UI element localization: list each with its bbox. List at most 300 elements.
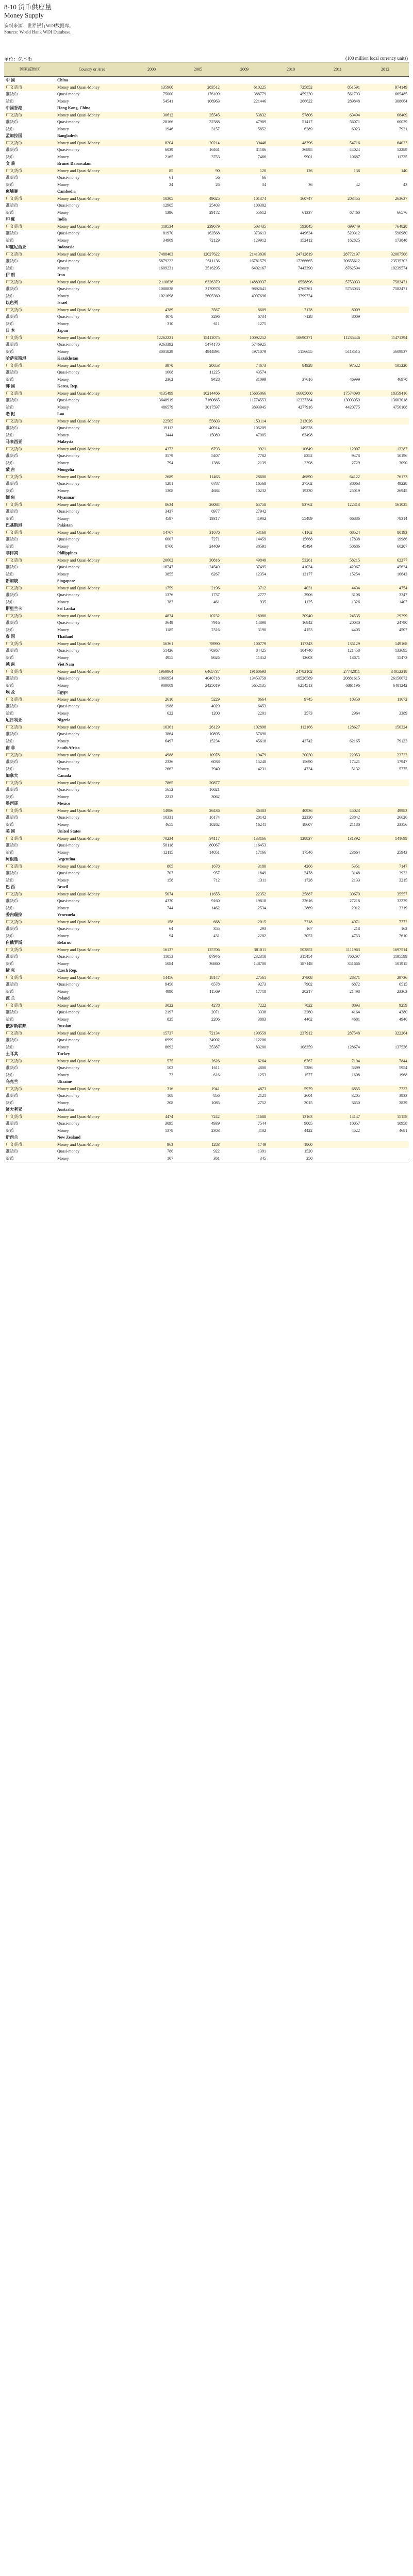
value-cell: 4522: [352, 1128, 360, 1133]
value-cell: 1275: [258, 321, 266, 326]
empty-cell: [175, 661, 221, 668]
indicator-label-en: Money: [57, 766, 69, 771]
value-cell: 2110636: [128, 279, 175, 286]
empty-cell: [361, 299, 409, 307]
value-cell: 60207: [397, 544, 407, 549]
value-cell: 29299: [361, 613, 409, 620]
country-name-en: Thailand: [57, 634, 74, 639]
empty-cell: [221, 939, 268, 946]
value-cell: 78990: [175, 640, 221, 648]
value-cell: 14890: [256, 620, 266, 625]
country-row: [4, 188, 409, 195]
value-cell: 15248: [256, 759, 266, 765]
country-name-en: Korea, Rep.: [57, 384, 78, 389]
table-row: [4, 230, 409, 237]
value-cell: 11463: [175, 473, 221, 481]
indicator-label-en: Money and Quasi-Money: [56, 1086, 128, 1093]
value-cell: 5979: [268, 1086, 314, 1093]
value-cell: 1968: [399, 1072, 407, 1077]
value-cell: 760297: [348, 954, 360, 959]
value-cell: 283512: [175, 84, 221, 91]
value-cell: 112206: [254, 1038, 266, 1043]
value-cell: 18147: [175, 974, 221, 981]
value-cell: 4389: [128, 307, 175, 314]
value-cell: 20217: [302, 989, 312, 994]
value-cell: 4971: [314, 919, 361, 926]
empty-cell: [128, 466, 175, 473]
empty-cell: [128, 383, 175, 390]
value-cell: 361: [175, 1155, 221, 1162]
indicator-label-cn: 准货币: [6, 481, 18, 486]
table-row: [4, 390, 409, 397]
value-cell: 26945: [397, 488, 407, 493]
value-cell: 18080: [221, 613, 268, 620]
value-cell: 20653: [175, 362, 221, 369]
country-row: [4, 856, 409, 863]
value-cell: 36860: [209, 961, 220, 966]
country-name-cn: 菲律宾: [6, 551, 18, 556]
table-body: [4, 77, 409, 1162]
value-cell: [268, 731, 314, 738]
indicator-label-cn: 货币: [6, 349, 14, 354]
table-row: [4, 877, 409, 884]
empty-cell: [175, 884, 221, 891]
country-name-cn: 中国香港: [6, 106, 22, 111]
empty-cell: [268, 717, 314, 724]
empty-cell: [175, 1078, 221, 1086]
column-header-year: 2009: [221, 62, 268, 77]
value-cell: [314, 341, 361, 348]
empty-cell: [128, 494, 175, 501]
indicator-label-cn: 广义货币: [4, 84, 56, 91]
value-cell: 7844: [361, 1058, 409, 1065]
value-cell: 6872: [352, 982, 360, 987]
value-cell: 3215: [399, 877, 407, 883]
value-cell: 49625: [175, 195, 221, 202]
indicator-label-cn: 货币: [6, 1044, 14, 1049]
indicator-label-en: Money: [57, 1128, 69, 1133]
value-cell: 5753033: [345, 286, 360, 292]
value-cell: [361, 341, 409, 348]
value-cell: 9478: [352, 453, 360, 459]
empty-cell: [361, 1106, 409, 1113]
indicator-label-en: Money: [57, 905, 69, 910]
value-cell: 80193: [361, 529, 409, 536]
value-cell: 665485: [395, 92, 407, 97]
table-row: [4, 515, 409, 522]
value-cell: 7488403: [128, 251, 175, 258]
empty-cell: [314, 466, 361, 473]
table-row: [4, 320, 409, 328]
table-row: [4, 599, 409, 606]
empty-cell: [361, 939, 409, 946]
empty-cell: [221, 299, 268, 307]
value-cell: 1860: [268, 1141, 314, 1148]
value-cell: 22616: [302, 899, 312, 904]
indicator-label-en: Money: [57, 460, 69, 465]
empty-cell: [314, 967, 361, 974]
value-cell: 957: [213, 871, 220, 876]
empty-cell: [175, 605, 221, 613]
value-cell: 14456: [128, 974, 175, 981]
indicator-label-en: Money: [57, 683, 69, 688]
value-cell: 351666: [348, 961, 360, 966]
value-cell: 9511136: [205, 259, 220, 264]
empty-cell: [314, 272, 361, 279]
empty-cell: [314, 1078, 361, 1086]
value-cell: 764828: [361, 223, 409, 230]
indicator-label-en: Money and Quasi-Money: [56, 473, 128, 481]
value-cell: 8009: [352, 314, 360, 319]
value-cell: 97522: [314, 362, 361, 369]
value-cell: 62165: [350, 738, 360, 743]
value-cell: 2213: [165, 794, 173, 799]
indicator-label-en: Quasi-money: [57, 1121, 80, 1126]
value-cell: 20214: [175, 140, 221, 147]
value-cell: 20030: [350, 620, 360, 625]
indicator-label-cn: 货币: [6, 710, 14, 716]
country-name-cn: 日 本: [6, 328, 15, 333]
table-row: [4, 348, 409, 355]
table-row: [4, 779, 409, 787]
indicator-label-en: Money and Quasi-Money: [56, 307, 128, 314]
empty-cell: [128, 1106, 175, 1113]
value-cell: 8762594: [345, 265, 360, 270]
value-cell: 6977: [211, 509, 220, 514]
empty-cell: [314, 884, 361, 891]
indicator-label-cn: 货币: [4, 1155, 56, 1162]
table-row: [4, 897, 409, 905]
value-cell: 87946: [209, 954, 220, 959]
indicator-label-cn: 货币: [6, 822, 14, 827]
value-cell: 383: [167, 599, 173, 604]
indicator-label-cn: 广义货币: [4, 473, 56, 481]
indicator-label-en: Quasi-money: [57, 815, 80, 820]
table-row: [4, 1064, 409, 1072]
value-cell: 1749: [221, 1141, 268, 1148]
value-cell: 6578: [211, 982, 220, 987]
country-name-cn: 墨西哥: [6, 801, 18, 806]
value-cell: [268, 842, 314, 849]
country-name-cn: 美 国: [6, 829, 15, 834]
indicator-label-en: Quasi-money: [57, 787, 80, 792]
indicator-label-cn: 广义货币: [4, 779, 56, 787]
empty-cell: [175, 494, 221, 501]
value-cell: 7160665: [205, 398, 220, 403]
table-row: [4, 543, 409, 550]
empty-cell: [314, 299, 361, 307]
value-cell: 2912: [352, 905, 360, 910]
value-cell: 203455: [314, 195, 361, 202]
empty-cell: [314, 383, 361, 390]
indicator-label-cn: 准货币: [6, 398, 18, 403]
value-cell: 135129: [314, 640, 361, 648]
value-cell: 3567: [175, 307, 221, 314]
value-cell: 22053: [314, 752, 361, 759]
value-cell: 49983: [361, 807, 409, 815]
value-cell: 26129: [175, 724, 221, 731]
value-cell: 2478: [304, 871, 312, 876]
table-row: [4, 307, 409, 314]
table-row: [4, 1037, 409, 1044]
value-cell: 3190: [258, 627, 266, 632]
value-cell: 4681: [399, 1128, 407, 1133]
empty-cell: [175, 188, 221, 195]
value-cell: 825: [167, 1016, 173, 1022]
value-cell: 119534: [128, 223, 175, 230]
value-cell: [361, 202, 409, 209]
empty-cell: [361, 466, 409, 473]
indicator-label-cn: 广义货币: [4, 696, 56, 703]
indicator-label-cn: 准货币: [6, 259, 18, 264]
value-cell: 10649: [268, 446, 314, 453]
empty-cell: [268, 633, 314, 640]
table-row: [4, 807, 409, 815]
value-cell: 4507: [399, 627, 407, 632]
value-cell: 16842: [302, 620, 312, 625]
value-cell: 131392: [314, 835, 361, 842]
indicator-label-cn: 准货币: [6, 231, 18, 236]
value-cell: 2197: [165, 1010, 173, 1015]
indicator-label-en: Money and Quasi-Money: [56, 724, 128, 731]
value-cell: 6007: [165, 537, 173, 542]
value-cell: 45023: [314, 807, 361, 815]
value-cell: 3444: [165, 432, 173, 437]
country-row: [4, 800, 409, 807]
value-cell: 3170978: [205, 286, 220, 292]
indicator-label-cn: 货币: [6, 1072, 14, 1077]
value-cell: 7443390: [298, 265, 312, 270]
indicator-label-en: Quasi-money: [57, 120, 80, 125]
empty-cell: [361, 633, 409, 640]
empty-cell: [268, 967, 314, 974]
indicator-label-cn: 准货币: [6, 203, 18, 208]
value-cell: 355: [213, 926, 220, 931]
country-name-en: Viet Nam: [57, 662, 74, 667]
value-cell: 7865: [128, 779, 175, 787]
indicator-label-cn: 货币: [6, 154, 14, 159]
empty-cell: [128, 717, 175, 724]
value-cell: 4434: [314, 585, 361, 592]
table-row: [4, 480, 409, 487]
value-cell: 20655612: [343, 259, 360, 264]
indicator-label-cn: 广义货币: [4, 1141, 56, 1148]
value-cell: 4474: [128, 1113, 175, 1121]
indicator-label-en: Money: [57, 627, 69, 632]
table-row: [4, 279, 409, 286]
value-cell: 15737: [128, 1030, 175, 1037]
value-cell: 7544: [258, 1121, 266, 1126]
value-cell: 52289: [397, 147, 407, 152]
indicator-label-en: Quasi-money: [57, 676, 80, 681]
value-cell: [314, 1141, 361, 1148]
value-cell: 5229: [175, 696, 221, 703]
value-cell: 7782: [258, 453, 266, 459]
indicator-label-cn: 准货币: [6, 926, 18, 931]
empty-cell: [268, 1134, 314, 1141]
value-cell: 5074: [128, 891, 175, 898]
source-chinese: 资料来源：世界银行WDI数据库。: [4, 23, 74, 28]
value-cell: 5746925: [252, 342, 266, 347]
indicator-label-cn: 广义货币: [4, 724, 56, 731]
table-row: [4, 557, 409, 564]
country-row: [4, 132, 409, 140]
value-cell: 3180: [221, 863, 268, 870]
value-cell: [221, 779, 268, 787]
indicator-label-cn: 准货币: [6, 648, 18, 653]
value-cell: 23842: [350, 815, 360, 820]
value-cell: 167: [306, 926, 312, 931]
value-cell: 2206: [211, 1016, 220, 1022]
empty-cell: [221, 522, 268, 529]
empty-cell: [268, 1106, 314, 1113]
value-cell: [361, 320, 409, 328]
country-row: [4, 1134, 409, 1141]
value-cell: [361, 1148, 409, 1155]
indicator-label-cn: 准货币: [6, 871, 18, 876]
table-row: [4, 1127, 409, 1134]
table-row: [4, 118, 409, 126]
table-row: [4, 786, 409, 793]
value-cell: 28600: [221, 473, 268, 481]
value-cell: 25943: [397, 850, 407, 855]
value-cell: 1670: [175, 863, 221, 870]
table-row: [4, 1099, 409, 1107]
indicator-label-en: Money: [57, 349, 69, 354]
indicator-label-cn: 广义货币: [4, 807, 56, 815]
value-cell: 5954: [399, 1065, 407, 1071]
value-cell: 17838: [350, 537, 360, 542]
indicator-label-cn: 广义货币: [4, 307, 56, 314]
title-chinese: 8-10 货币供应量: [4, 3, 52, 11]
value-cell: 7222: [221, 1002, 268, 1009]
empty-cell: [361, 856, 409, 863]
value-cell: [314, 1037, 361, 1044]
empty-cell: [361, 244, 409, 251]
empty-cell: [128, 911, 175, 919]
value-cell: 3157: [211, 126, 220, 131]
indicator-label-en: Money and Quasi-Money: [56, 446, 128, 453]
country-name-en: South Africa: [57, 745, 80, 751]
empty-cell: [361, 689, 409, 696]
value-cell: 9273: [258, 982, 266, 987]
indicator-label-cn: 货币: [6, 571, 14, 577]
indicator-label-cn: 货币: [6, 683, 14, 688]
value-cell: 39446: [221, 140, 268, 147]
indicator-label-en: Money and Quasi-Money: [56, 1113, 128, 1121]
country-row: [4, 911, 409, 919]
country-name-en: Turkey: [57, 1052, 70, 1057]
value-cell: 1759: [128, 585, 175, 592]
value-cell: 10262: [209, 822, 220, 827]
value-cell: 8692: [165, 1044, 173, 1049]
country-name-cn: 中 国: [6, 78, 15, 83]
value-cell: 1386: [211, 460, 220, 465]
table-row: [4, 1092, 409, 1099]
empty-cell: [175, 299, 221, 307]
value-cell: [361, 731, 409, 738]
value-cell: 4102: [258, 1128, 266, 1133]
table-row: [4, 849, 409, 856]
country-name-en: Sri Lanka: [57, 606, 75, 612]
empty-cell: [314, 911, 361, 919]
value-cell: 4756108: [393, 404, 407, 410]
table-row: [4, 167, 409, 175]
value-cell: 47989: [256, 120, 266, 125]
table-row: [4, 870, 409, 877]
empty-cell: [221, 77, 268, 84]
value-cell: 593845: [268, 223, 314, 230]
value-cell: 4734: [304, 766, 312, 771]
value-cell: [314, 793, 361, 801]
value-cell: 6453: [258, 704, 266, 709]
empty-cell: [361, 383, 409, 390]
value-cell: 176109: [207, 92, 220, 97]
value-cell: 10331: [163, 815, 173, 820]
value-cell: 9892641: [252, 286, 266, 292]
country-name-en: Brazil: [57, 885, 68, 890]
value-cell: 3205: [352, 1093, 360, 1098]
value-cell: 3893945: [252, 404, 266, 410]
country-row: [4, 105, 409, 112]
value-cell: 1060954: [159, 676, 173, 681]
value-cell: 28772197: [314, 251, 361, 258]
indicator-label-cn: 准货币: [6, 120, 18, 125]
table-row: [4, 1120, 409, 1127]
indicator-label-cn: 广义货币: [4, 223, 56, 230]
empty-cell: [128, 661, 175, 668]
value-cell: 122313: [314, 501, 361, 509]
value-cell: 19986: [397, 537, 407, 542]
value-cell: 6402167: [252, 265, 266, 270]
country-name-en: Iran: [57, 273, 65, 278]
value-cell: 64023: [361, 140, 409, 147]
value-cell: 68524: [314, 529, 361, 536]
value-cell: [361, 1037, 409, 1044]
country-name-cn: 巴 西: [6, 885, 15, 890]
value-cell: 9428: [211, 377, 220, 382]
empty-cell: [128, 132, 175, 140]
empty-cell: [268, 689, 314, 696]
value-cell: 85: [128, 167, 175, 175]
indicator-label-en: Money and Quasi-Money: [56, 668, 128, 675]
indicator-label-en: Quasi-money: [57, 453, 80, 459]
value-cell: 3650: [352, 1100, 360, 1105]
empty-cell: [221, 1078, 268, 1086]
value-cell: 208: [167, 1100, 173, 1105]
indicator-label-cn: 准货币: [6, 509, 18, 514]
value-cell: 17421: [350, 759, 360, 765]
empty-cell: [175, 383, 221, 390]
indicator-label-cn: 广义货币: [4, 891, 56, 898]
column-header-year: 2011: [314, 62, 361, 77]
value-cell: 4834: [128, 613, 175, 620]
value-cell: 4029: [211, 704, 220, 709]
value-cell: 4031: [268, 585, 314, 592]
value-cell: 616: [213, 1072, 220, 1077]
value-cell: 53160: [221, 529, 268, 536]
empty-cell: [361, 355, 409, 362]
value-cell: 5132: [352, 766, 360, 771]
value-cell: 935: [260, 599, 266, 604]
value-cell: 24: [169, 182, 173, 187]
country-name-en: Belarus: [57, 940, 71, 945]
value-cell: [361, 369, 409, 376]
indicator-label-cn: 货币: [6, 321, 14, 326]
indicator-label-cn: 广义货币: [4, 1030, 56, 1037]
value-cell: 10239574: [391, 265, 407, 270]
table-row: [4, 425, 409, 432]
